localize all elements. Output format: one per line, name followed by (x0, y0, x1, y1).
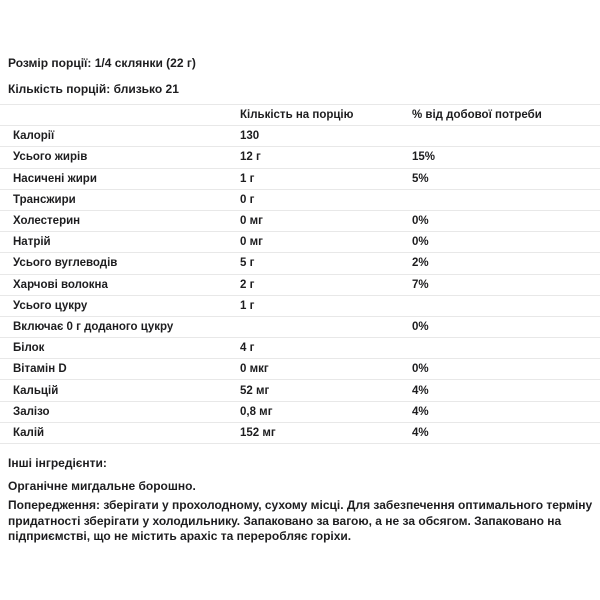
nutrient-amount: 1 г (240, 168, 410, 189)
table-row (0, 274, 600, 295)
nutrient-label: Білок (0, 338, 240, 359)
header-amount-column: Кількість на порцію (240, 105, 410, 126)
nutrient-amount: 0 мг (240, 232, 410, 253)
header-nutrient-column (0, 105, 240, 126)
nutrient-label: Залізо (0, 401, 240, 422)
nutrient-dv: 4% (410, 380, 600, 401)
table-row (0, 168, 600, 189)
nutrient-amount: 0 мг (240, 210, 410, 231)
nutrient-label: Усього вуглеводів (0, 253, 240, 274)
nutrient-dv: 0% (410, 232, 600, 253)
nutrient-dv (410, 189, 600, 210)
nutrient-dv: 15% (410, 147, 600, 168)
warning-text: Попередження: зберігати у прохолодному, сухому місці. Для забезпечення оптимального терміну придатності зберігати у холодильнику. Запаковано за вагою, а не за обсягом. Запаковано на підприємстві, що не містить арахіс та переробляє горіхи. (8, 498, 593, 543)
nutrient-label: Калій (0, 422, 240, 443)
serving-size-text: Розмір порції: 1/4 склянки (22 г) (8, 56, 196, 70)
nutrient-amount: 5 г (240, 253, 410, 274)
ingredients-text: Органічне мигдальне борошно. (8, 479, 196, 493)
nutrient-label: Харчові волокна (0, 274, 240, 295)
table-row (0, 232, 600, 253)
table-row (0, 401, 600, 422)
nutrient-label: Трансжири (0, 189, 240, 210)
nutrient-dv: 4% (410, 401, 600, 422)
nutrient-label: Холестерин (0, 210, 240, 231)
nutrient-dv: 5% (410, 168, 600, 189)
table-row (0, 253, 600, 274)
nutrient-amount: 152 мг (240, 422, 410, 443)
table-row (0, 316, 600, 337)
nutrient-label: Включає 0 г доданого цукру (0, 316, 240, 337)
nutrient-label: Усього жирів (0, 147, 240, 168)
table-row (0, 210, 600, 231)
nutrient-amount: 4 г (240, 338, 410, 359)
nutrient-amount: 1 г (240, 295, 410, 316)
table-header-row (0, 105, 600, 126)
nutrient-label: Усього цукру (0, 295, 240, 316)
nutrient-amount: 12 г (240, 147, 410, 168)
nutrient-amount: 0 г (240, 189, 410, 210)
nutrient-label: Вітамін D (0, 359, 240, 380)
table-row (0, 147, 600, 168)
nutrient-amount: 0 мкг (240, 359, 410, 380)
nutrient-dv (410, 295, 600, 316)
nutrient-dv: 0% (410, 316, 600, 337)
table-row (0, 338, 600, 359)
nutrient-label: Калорії (0, 126, 240, 147)
nutrient-label: Натрій (0, 232, 240, 253)
nutrient-dv: 4% (410, 422, 600, 443)
nutrient-dv: 0% (410, 359, 600, 380)
nutrition-facts-table (0, 104, 600, 444)
nutrient-amount (240, 316, 410, 337)
table-row (0, 359, 600, 380)
other-ingredients-title: Інші інгредієнти: (8, 456, 107, 470)
nutrient-label: Насичені жири (0, 168, 240, 189)
nutrient-dv: 0% (410, 210, 600, 231)
nutrient-dv: 2% (410, 253, 600, 274)
nutrient-dv: 7% (410, 274, 600, 295)
table-row (0, 295, 600, 316)
nutrient-amount: 52 мг (240, 380, 410, 401)
nutrient-label: Кальцій (0, 380, 240, 401)
table-row (0, 126, 600, 147)
table-row (0, 189, 600, 210)
nutrient-dv (410, 126, 600, 147)
nutrient-amount: 0,8 мг (240, 401, 410, 422)
header-daily-value-column: % від добової потреби (410, 105, 600, 126)
nutrient-amount: 130 (240, 126, 410, 147)
nutrient-dv (410, 338, 600, 359)
nutrient-amount: 2 г (240, 274, 410, 295)
table-row (0, 380, 600, 401)
table-row (0, 422, 600, 443)
servings-count-text: Кількість порцій: близько 21 (8, 82, 179, 96)
